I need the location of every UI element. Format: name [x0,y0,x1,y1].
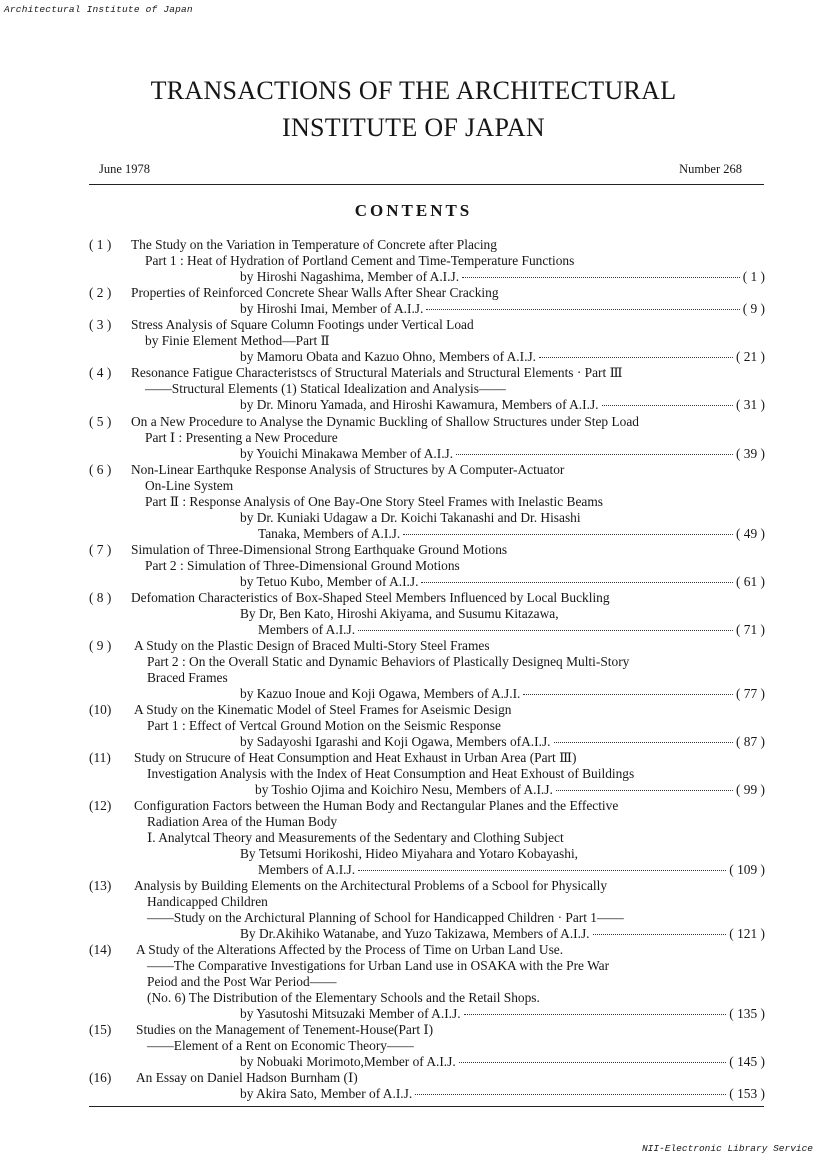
entry-number: ( 3 ) [89,317,112,332]
entry-title: A Study on the Plastic Design of Braced Multi-Story Steel Frames [134,638,490,653]
entry-authors-line [240,1006,765,1022]
entry-title: By Dr, Ben Kato, Hiroshi Akiyama, and Susumu Kitazawa, [240,606,559,621]
entry-authors-line [240,686,765,702]
entry-title: Ⅰ. Analytcal Theory and Measurements of the Sedentary and Clothing Subject [147,830,564,845]
entry-page[interactable]: ( 49 ) [735,526,765,541]
entry-page[interactable]: ( 21 ) [735,349,765,364]
entry-title: Simulation of Three-Dimensional Strong Earthquake Ground Motions [131,542,508,557]
entry-number: ( 2 ) [89,285,112,300]
entry-authors: by Youichi Minakawa Member of A.I.J. [240,446,454,461]
institute-header: Architectural Institute of Japan [4,4,193,15]
entry-title: ——Element of a Rent on Economic Theory—— [147,1038,414,1053]
entry-title: Braced Frames [147,670,228,685]
entry-title: The Study on the Variation in Temperature of Concrete after Placing [131,237,497,252]
entry-authors: by Tetuo Kubo, Member of A.I.J. [240,574,419,589]
entry-title: Handicapped Children [147,894,268,909]
entry-title: Properties of Reinforced Concrete Shear Walls After Shear Cracking [131,285,499,300]
entry-authors: by Akira Sato, Member of A.I.J. [240,1086,413,1101]
issue-number: Number 268 [679,162,742,176]
entry-title: Resonance Fatigue Characteristscs of Structural Materials and Structural Elements · Part Ⅲ [131,365,623,380]
entry-page[interactable]: ( 135 ) [729,1006,765,1021]
entry-page[interactable]: ( 39 ) [735,446,765,461]
bottom-rule [89,1106,764,1107]
entry-title: Investigation Analysis with the Index of Heat Consumption and Heat Exhoust of Buildings [147,766,635,781]
entry-page[interactable]: ( 77 ) [735,686,765,701]
entry-authors: by Yasutoshi Mitsuzaki Member of A.I.J. [240,1006,461,1021]
entry-number: (15) [89,1022,112,1037]
entry-number: (14) [89,942,112,957]
entry-authors-line [240,574,765,590]
entry-authors-line [240,269,765,285]
entry-number: (11) [89,750,111,765]
entry-title: Study on Strucure of Heat Consumption and Heat Exhaust in Urban Area (Part Ⅲ) [134,750,577,765]
entry-authors-line [255,782,765,798]
top-rule [89,184,764,185]
entry-number: (10) [89,702,112,717]
entry-authors: Tanaka, Members of A.I.J. [258,526,401,541]
entry-authors: by Hiroshi Nagashima, Member of A.I.J. [240,269,460,284]
contents-heading: CONTENTS [354,201,473,220]
entry-title: ——Study on the Archictural Planning of School for Handicapped Children · Part 1—— [147,910,624,925]
entry-title: Part 1 : Effect of Vertcal Ground Motion on the Seismic Response [147,718,501,733]
entry-authors: by Sadayoshi Igarashi and Koji Ogawa, Members ofA.I.J. [240,734,551,749]
entry-number: ( 8 ) [89,590,112,605]
entry-page[interactable]: ( 9 ) [742,301,765,316]
entry-title: Analysis by Building Elements on the Architectural Problems of a Scbool for Physically [134,878,608,893]
entry-page[interactable]: ( 153 ) [729,1086,765,1101]
entry-number: ( 4 ) [89,365,112,380]
entry-number: ( 6 ) [89,462,112,477]
entry-page[interactable]: ( 99 ) [735,782,765,797]
entry-authors: by Toshio Ojima and Koichiro Nesu, Members of A.I.J. [255,782,553,797]
entry-title: Stress Analysis of Square Column Footings under Vertical Load [131,317,474,332]
entry-number: (13) [89,878,112,893]
entry-authors: by Mamoru Obata and Kazuo Ohno, Members of A.I.J. [240,349,537,364]
entry-authors-line [240,446,765,462]
entry-title: On a New Procedure to Analyse the Dynamic Buckling of Shallow Structures under Step Load [131,414,639,429]
entry-authors-line [240,1086,765,1102]
entry-authors: By Dr.Akihiko Watanabe, and Yuzo Takizawa, Members of A.I.J. [240,926,590,941]
entry-title: A Study of the Alterations Affected by the Process of Time on Urban Land Use. [136,942,564,957]
entry-title: Peiod and the Post War Period—— [147,974,337,989]
entry-page[interactable]: ( 61 ) [735,574,765,589]
entry-authors-line [240,349,765,365]
entry-title: Part 2 : Simulation of Three-Dimensional Ground Motions [145,558,460,573]
entry-title: On-Line System [145,478,234,493]
entry-title: Part Ⅱ : Response Analysis of One Bay-One Story Steel Frames with Inelastic Beams [145,494,603,509]
entry-authors-line [258,862,765,878]
entry-authors-line [240,397,765,413]
entry-authors: by Nobuaki Morimoto,Member of A.I.J. [240,1054,456,1069]
entry-title: (No. 6) The Distribution of the Elementary Schools and the Retail Shops. [147,990,540,1005]
entry-page[interactable]: ( 1 ) [742,269,765,284]
journal-title-line1: TRANSACTIONS OF THE ARCHITECTURAL [150,76,677,105]
entry-title: By Tetsumi Horikoshi, Hideo Miyahara and Yotaro Kobayashi, [240,846,579,861]
entry-title: Part Ⅰ : Presenting a New Procedure [145,430,338,445]
issue-date: June 1978 [99,162,151,176]
entry-title: by Finie Element Method—Part Ⅱ [145,333,330,348]
entry-title: by Dr. Kuniaki Udagaw a Dr. Koichi Takanashi and Dr. Hisashi [240,510,581,525]
entry-title: ——Structural Elements (1) Statical Idealization and Analysis—— [145,381,506,396]
entry-authors-line [240,1054,765,1070]
entry-number: ( 7 ) [89,542,112,557]
entry-authors-line [258,622,765,638]
entry-page[interactable]: ( 145 ) [729,1054,765,1069]
entry-authors-line [240,734,765,750]
entry-title: A Study on the Kinematic Model of Steel Frames for Aseismic Design [134,702,512,717]
entry-title: ——The Comparative Investigations for Urban Land use in OSAKA with the Pre War [147,958,610,973]
entry-title: Non-Linear Earthquke Response Analysis of Structures by A Computer-Actuator [131,462,565,477]
entry-authors-line [240,926,765,942]
entry-title: Part 1 : Heat of Hydration of Portland Cement and Time-Temperature Functions [145,253,575,268]
entry-authors: Members of A.I.J. [258,622,356,637]
entry-authors-line [240,301,765,317]
entry-title: Configuration Factors between the Human Body and Rectangular Planes and the Effective [134,798,619,813]
entry-authors: by Kazuo Inoue and Koji Ogawa, Members of A.J.I. [240,686,521,701]
entry-authors-line [258,526,765,542]
entry-number: (16) [89,1070,112,1085]
entry-number: ( 5 ) [89,414,112,429]
journal-title-line2: INSTITUTE OF JAPAN [281,113,545,142]
entry-title: Part 2 : On the Overall Static and Dynamic Behaviors of Plastically Designeq Multi-Story [147,654,630,669]
entry-authors: Members of A.I.J. [258,862,356,877]
library-footer: NII-Electronic Library Service [641,1143,813,1154]
entry-number: (12) [89,798,112,813]
entry-title: Studies on the Management of Tenement-House(Part Ⅰ) [136,1022,434,1037]
entry-page[interactable]: ( 121 ) [729,926,765,941]
entry-page[interactable]: ( 31 ) [735,397,765,412]
entry-authors: by Dr. Minoru Yamada, and Hiroshi Kawamura, Members of A.I.J. [240,397,599,412]
entry-page[interactable]: ( 87 ) [735,734,765,749]
entry-page[interactable]: ( 71 ) [735,622,765,637]
entry-number: ( 9 ) [89,638,112,653]
entry-title: An Essay on Daniel Hadson Burnham (Ⅰ) [136,1070,358,1085]
entry-number: ( 1 ) [89,237,112,252]
entry-title: Defomation Characteristics of Box-Shaped Steel Members Influenced by Local Buckling [131,590,610,605]
entry-authors: by Hiroshi Imai, Member of A.I.J. [240,301,424,316]
entry-title: Radiation Area of the Human Body [147,814,338,829]
entry-page[interactable]: ( 109 ) [729,862,765,877]
